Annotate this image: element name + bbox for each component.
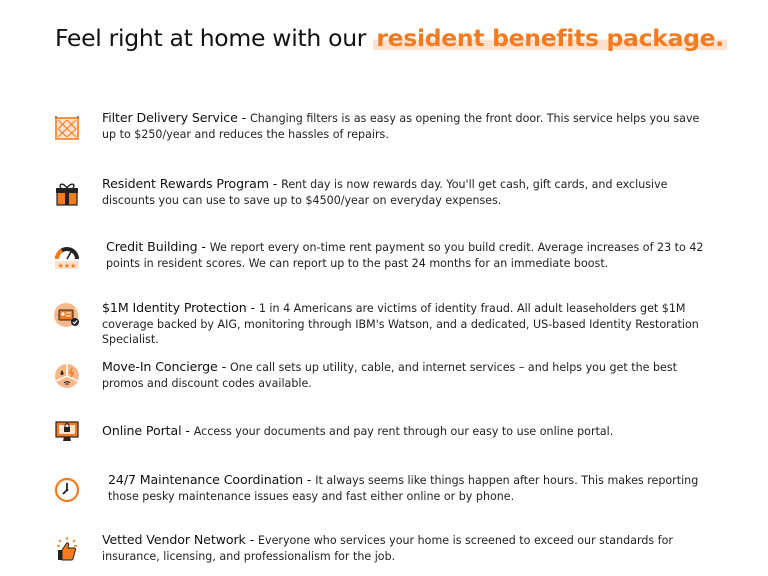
benefit-name: Credit Building xyxy=(106,239,198,254)
filter-icon xyxy=(54,115,80,141)
thumbs-up-icon xyxy=(54,536,80,562)
benefit-description: We report every on-time rent payment so you build credit. Average increases of 23 to 42 points in resident scores. We can report up to the past 24 months for an immediate boost. xyxy=(106,241,704,270)
title-highlight: resident benefits package. xyxy=(373,24,727,52)
benefit-description: Changing filters is as easy as opening the front door. This service helps you save up to $250/year and reduces the hassles of repairs. xyxy=(102,112,700,141)
benefit-text: Vetted Vendor Network - Everyone who services your home is screened to exceed our standards for insurance, licensing, and professionalism for the job. xyxy=(102,532,673,563)
benefit-text: Online Portal - Access your documents and pay rent through our easy to use online portal. xyxy=(102,423,614,438)
gift-icon xyxy=(54,181,80,207)
credit-gauge-icon xyxy=(54,244,80,270)
utilities-icon xyxy=(54,363,80,389)
benefit-description: Everyone who services your home is screened to exceed our standards for insurance, licensing, and professionalism for the job. xyxy=(102,534,673,563)
benefit-name: 24/7 Maintenance Coordination xyxy=(108,472,303,487)
benefit-text: Filter Delivery Service - Changing filters is as easy as opening the front door. This service helps you save up to $250/year and reduces the hassles of repairs. xyxy=(102,110,700,141)
monitor-portal-icon xyxy=(54,418,80,444)
page-title xyxy=(55,24,727,52)
benefit-text: Credit Building - We report every on-time rent payment so you build credit. Average increases of 23 to 42 points in resident scores. We can report up to the past 24 months for an immediate boost. xyxy=(106,239,704,270)
benefit-name: Online Portal xyxy=(102,423,182,438)
benefit-text: $1M Identity Protection - 1 in 4 Americans are victims of identity fraud. All adult leaseholders get $1M coverage backed by AIG, monitoring through IBM's Watson, and a dedicated, US-based Identity Restoration Specialist. xyxy=(102,300,699,346)
benefit-name: $1M Identity Protection xyxy=(102,300,247,315)
benefit-name: Filter Delivery Service xyxy=(102,110,238,125)
benefit-text: Move-In Concierge - One call sets up utility, cable, and internet services – and helps you get the best promos and discount codes available. xyxy=(102,359,677,390)
benefit-description: Access your documents and pay rent through our easy to use online portal. xyxy=(193,425,614,438)
identity-card-icon xyxy=(54,302,80,328)
benefit-name: Resident Rewards Program xyxy=(102,176,269,191)
benefit-description: 1 in 4 Americans are victims of identity fraud. All adult leaseholders get $1M coverage backed by AIG, monitoring through IBM's Watson, and a dedicated, US-based Identity Restoration Specialist. xyxy=(102,302,699,346)
svg-text:★★★: ★★★ xyxy=(57,262,77,270)
benefit-text: 24/7 Maintenance Coordination - It always seems like things happen after hours. This makes reporting those pesky maintenance issues easy and fast either online or by phone. xyxy=(108,472,699,503)
title-prefix: Feel right at home with our xyxy=(55,24,374,52)
benefit-name: Vetted Vendor Network xyxy=(102,532,246,547)
benefit-name: Move-In Concierge xyxy=(102,359,218,374)
clock-icon xyxy=(54,477,80,503)
benefit-description: It always seems like things happen after hours. This makes reporting those pesky maintenance issues easy and fast either online or by phone. xyxy=(108,474,699,503)
benefit-text: Resident Rewards Program - Rent day is now rewards day. You'll get cash, gift cards, and exclusive discounts you can use to save up to $4500/year on everyday expenses. xyxy=(102,176,668,207)
benefit-description: One call sets up utility, cable, and internet services – and helps you get the best promos and discount codes available. xyxy=(102,361,677,390)
benefit-description: Rent day is now rewards day. You'll get cash, gift cards, and exclusive discounts you can use to save up to $4500/year on everyday expenses. xyxy=(102,178,668,207)
